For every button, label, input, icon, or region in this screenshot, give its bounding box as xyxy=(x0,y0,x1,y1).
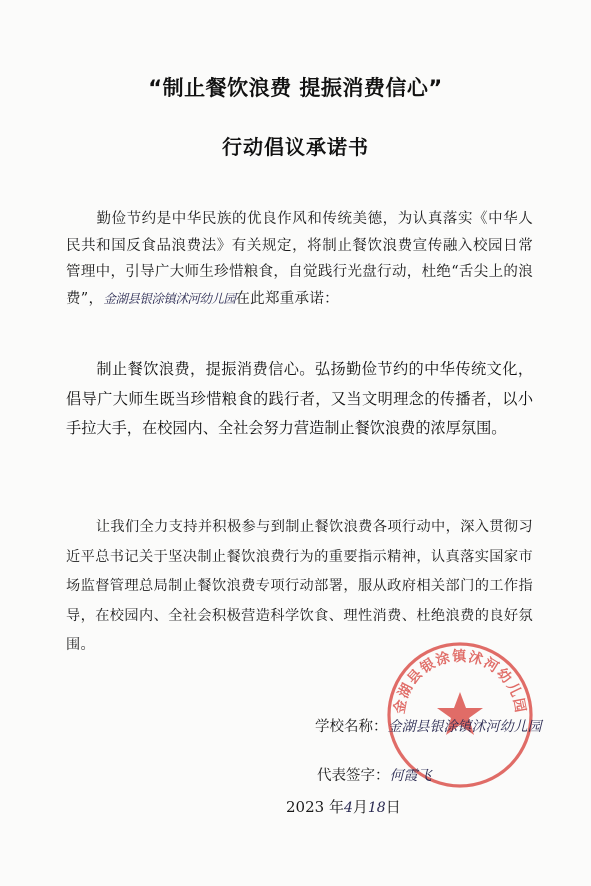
title-line-2: 行动倡议承诺书 xyxy=(222,135,369,159)
representative-label: 代表签字： xyxy=(317,768,390,784)
paragraph-3: 让我们全力支持并积极参与到制止餐饮浪费各项行动中，深入贯彻习近平总书记关于坚决制止餐饮浪费行为的重要指示精神，认真落实国家市场监督管理总局制止餐饮浪费专项行动部署，服从政府相关部门的工作指导，在校园内、全社会积极营造科学饮食、理性消费、杜绝浪费的良好氛围。 xyxy=(66,519,533,653)
paragraph-1-tail: 在此郑重承诺： xyxy=(235,291,339,308)
date-day: 18 xyxy=(367,800,386,816)
handwritten-school-signature: 金湖县银涂镇沭河幼儿园 xyxy=(387,719,542,735)
date-year: 2023 年 xyxy=(286,798,344,816)
seal-text: 金湖县银涂镇沭河幼儿园 xyxy=(391,648,529,716)
date-day-unit: 日 xyxy=(385,798,401,816)
school-name-label: 学校名称： xyxy=(315,719,388,735)
date-month-unit: 月 xyxy=(352,798,368,816)
paragraph-2: 制止餐饮浪费，提振消费信心。弘扬勤俭节约的中华传统文化，倡导广大师生既当珍惜粮食的践行者，又当文明理念的传播者，以小手拉大手，在校园内、全社会努力营造制止餐饮浪费的浓厚氛围。 xyxy=(66,360,533,438)
handwritten-school-name: 金湖县银涂镇沭河幼儿园 xyxy=(103,291,236,307)
school-name-row xyxy=(315,715,542,736)
date-month: 4 xyxy=(343,800,353,816)
representative-row xyxy=(317,764,432,785)
date-row xyxy=(286,796,401,817)
title-line-1: “制止餐饮浪费 提振消费信心” xyxy=(148,76,443,100)
paragraph-1-lead: 勤俭节约是中华民族的优良作风和传统美德，为认真落实《中华人民共和国反食品浪费法》有关规定，将制止餐饮浪费宣传融入校园日常管理中，引导广大师生珍惜粮食，自觉践行光盘行动，杜绝“舌尖上的浪费”， xyxy=(66,211,533,308)
paragraph-1 xyxy=(66,206,533,313)
representative-signature: 何霞飞 xyxy=(389,768,432,784)
